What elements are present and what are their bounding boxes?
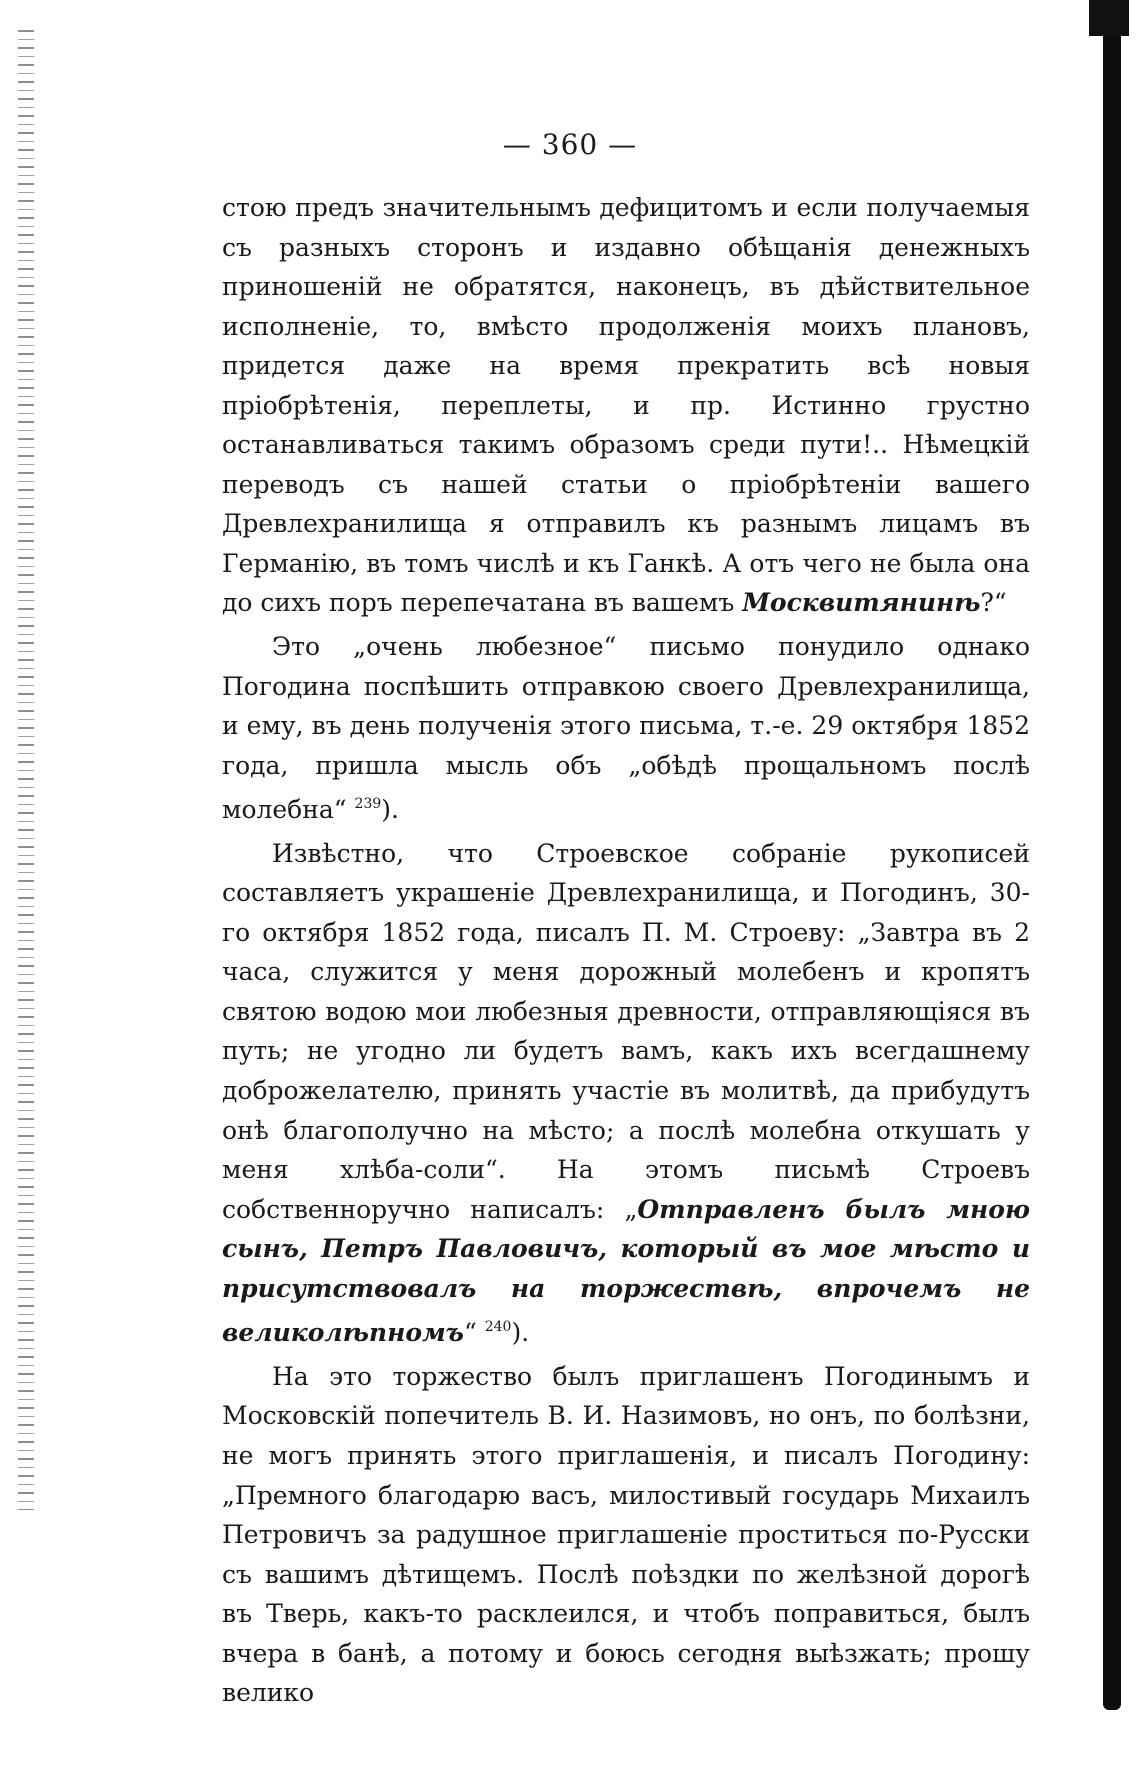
paragraph-3-close-quote: “ bbox=[463, 1318, 485, 1348]
paragraph-3-text: Извѣстно, что Строевское собраніе рукописей составляетъ украшеніе Древлехранилища, и Погодинъ, 30-го октября 1852 года, писалъ П. М. Строеву: „Завтра въ 2 часа, служится у меня дорожный молебенъ и кропятъ святою водою мои любезныя древности, отправляющіяся въ путь; не угодно ли будетъ вамъ, какъ ихъ всегдашнему доброжелателю, принять участіе въ молитвѣ, да прибудутъ онѣ благополучно на мѣсто; а послѣ молебна откушать у меня хлѣба-соли“. На этомъ письмѣ Строевъ собственноручно написалъ: „ bbox=[222, 838, 1030, 1224]
paragraph-2-text: Это „очень любезное“ письмо понудило однако Погодина поспѣшить отправкою своего Древлехранилища, и ему, въ день полученія этого письма, т.-е. 29 октября 1852 года, пришла мысль объ „обѣдѣ прощальномъ послѣ молебна“ bbox=[222, 632, 1030, 825]
paragraph-3 bbox=[222, 834, 1030, 1353]
paragraph-4 bbox=[222, 1357, 1030, 1713]
paragraph-1 bbox=[222, 188, 1030, 623]
paragraph-3-end: ). bbox=[511, 1318, 530, 1348]
paragraph-4-text: На это торжество былъ приглашенъ Погодинымъ и Московскій попечитель В. И. Назимовъ, но онъ, по болѣзни, не могъ принять этого приглашенія, и писалъ Погодину: „Премного благодарю васъ, милостивый государь Михаилъ Петровичъ за радушное приглашеніе проститься по-Русски съ вашимъ дѣтищемъ. Послѣ поѣздки по желѣзной дорогѣ въ Тверь, какъ-то расклеился, и чтобъ поправиться, былъ вчера в банѣ, а потому и боюсь сегодня выѣзжать; прошу велико bbox=[222, 1361, 1030, 1708]
paragraph-1-end: ?“ bbox=[980, 588, 1007, 618]
page-number: — 360 — bbox=[502, 128, 638, 161]
paragraph-1-text: стою предъ значительнымъ дефицитомъ и если получаемыя съ разныхъ сторонъ и издавно обѣщанія денежныхъ приношеній не обратятся, наконецъ, въ дѣйствительное исполненіе, то, вмѣсто продолженія моихъ плановъ, придется даже на время прекратить всѣ новыя пріобрѣтенія, переплеты, и пр. Истинно грустно останавливаться такимъ образомъ среди пути!.. Нѣмецкій переводъ съ нашей статьи о пріобрѣтеніи вашего Древлехранилища я отправилъ къ разнымъ лицамъ въ Германію, въ томъ числѣ и къ Ганкѣ. А отъ чего не была она до сихъ поръ перепечатана въ вашемъ bbox=[222, 193, 1030, 618]
scan-right-edge bbox=[1103, 0, 1121, 1710]
paragraph-2-end: ). bbox=[381, 795, 399, 825]
footnote-ref-239: 239 bbox=[354, 796, 382, 813]
paragraph-2 bbox=[222, 627, 1030, 830]
footnote-ref-240: 240 bbox=[484, 1319, 512, 1336]
paragraph-1-italic: Москвитянинѣ bbox=[742, 588, 981, 618]
scan-left-edge bbox=[18, 30, 34, 1510]
page-text bbox=[222, 188, 1030, 1713]
paragraph-3-italic: Отправленъ былъ мною сынъ, Петръ Павловичъ, который въ мое мѣсто и присутствовалъ на торжествѣ, впрочемъ не великолѣпномъ bbox=[222, 1194, 1030, 1348]
